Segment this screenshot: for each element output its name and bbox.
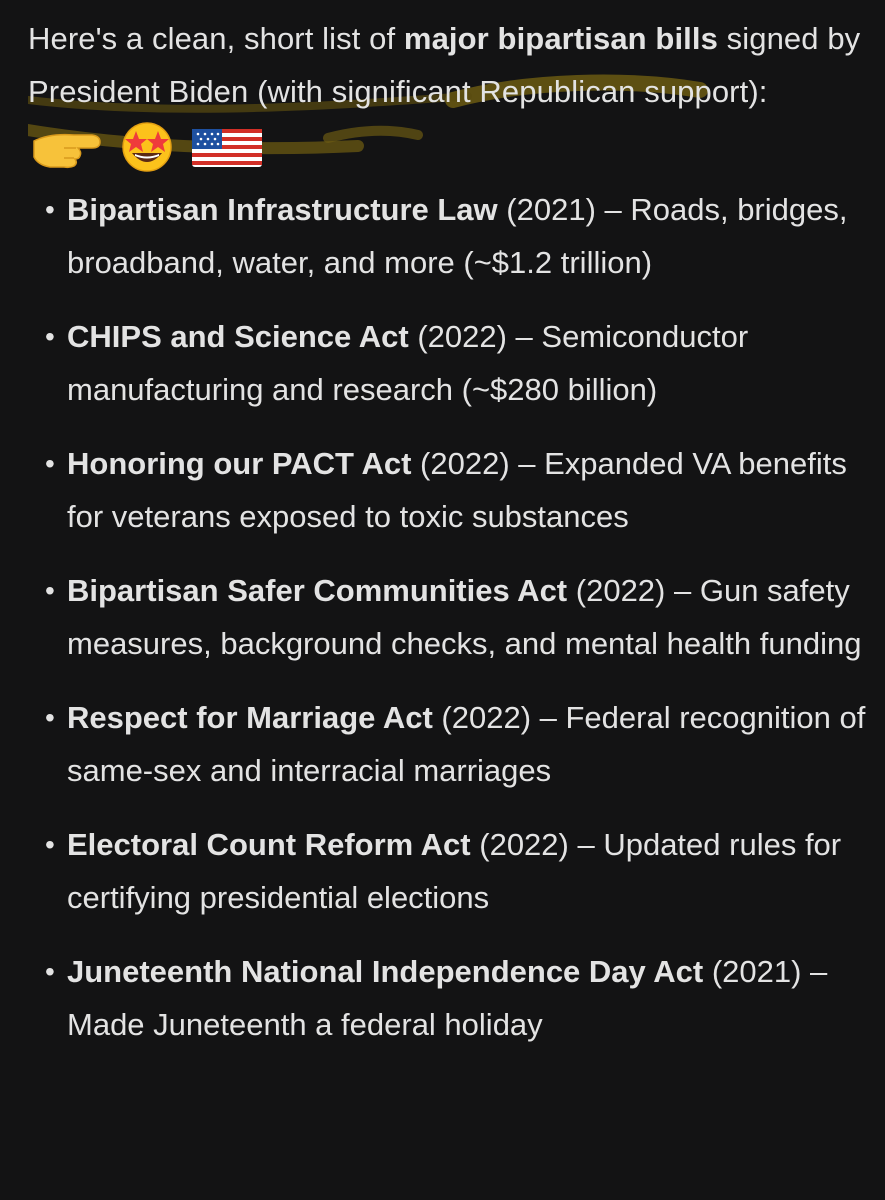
- bill-year: (2021): [711, 953, 802, 989]
- pointing-right-hand-icon: [30, 121, 104, 173]
- bill-name: CHIPS and Science Act: [67, 318, 409, 354]
- star-struck-face-icon: [110, 121, 184, 173]
- emoji-row: [30, 121, 264, 173]
- response-text: [28, 0, 868, 1072]
- bill-description: – Federal recognition of same-sex and interracial marriages: [67, 699, 866, 788]
- bill-description: – Semiconductor manufacturing and research (~$280 billion): [67, 318, 749, 407]
- bill-item: [28, 691, 868, 797]
- bill-list: [28, 183, 868, 1051]
- us-flag-icon: [190, 121, 264, 173]
- bill-description: – Roads, bridges, broadband, water, and more (~$1.2 trillion): [67, 191, 848, 280]
- bill-year: (2022): [417, 318, 507, 354]
- bill-item: [28, 818, 868, 924]
- intro-paragraph: [28, 12, 868, 173]
- bill-name: Juneteenth National Independence Day Act: [67, 953, 704, 989]
- bullet-icon: •: [45, 828, 55, 860]
- bill-description: – Expanded VA benefits for veterans exposed to toxic substances: [67, 445, 847, 534]
- bill-name: Honoring our PACT Act: [67, 445, 412, 481]
- bill-description: – Updated rules for certifying presidential elections: [67, 826, 842, 915]
- bill-year: (2021): [506, 191, 596, 227]
- bullet-icon: •: [45, 447, 55, 479]
- bill-year: (2022): [441, 699, 532, 735]
- bill-item: [28, 183, 868, 289]
- bullet-icon: •: [45, 574, 55, 606]
- bill-year: (2022): [420, 445, 510, 481]
- bill-item: [28, 310, 868, 416]
- bullet-icon: •: [45, 955, 55, 987]
- bill-item: [28, 945, 868, 1051]
- bullet-icon: •: [45, 320, 55, 352]
- intro-text-end: ):: [748, 74, 768, 109]
- intro-text-middle: signed by President Biden (: [28, 21, 861, 109]
- bill-year: (2022): [479, 826, 569, 862]
- bill-name: Electoral Count Reform Act: [67, 826, 471, 862]
- bullet-icon: •: [45, 193, 55, 225]
- bill-item: [28, 437, 868, 543]
- bill-year: (2022): [575, 572, 666, 608]
- intro-bold-text: major bipartisan bills: [403, 21, 718, 56]
- bill-description: – Made Juneteenth a federal holiday: [67, 953, 828, 1042]
- bill-name: Respect for Marriage Act: [67, 699, 433, 735]
- bill-description: – Gun safety measures, background checks, and mental health funding: [67, 572, 862, 661]
- bullet-icon: •: [45, 701, 55, 733]
- intro-highlighted-text: with significant Republican support: [267, 74, 749, 109]
- bill-name: Bipartisan Infrastructure Law: [67, 191, 498, 227]
- intro-text-start: Here's a clean, short list of: [28, 21, 404, 56]
- bill-item: [28, 564, 868, 670]
- bill-name: Bipartisan Safer Communities Act: [67, 572, 568, 608]
